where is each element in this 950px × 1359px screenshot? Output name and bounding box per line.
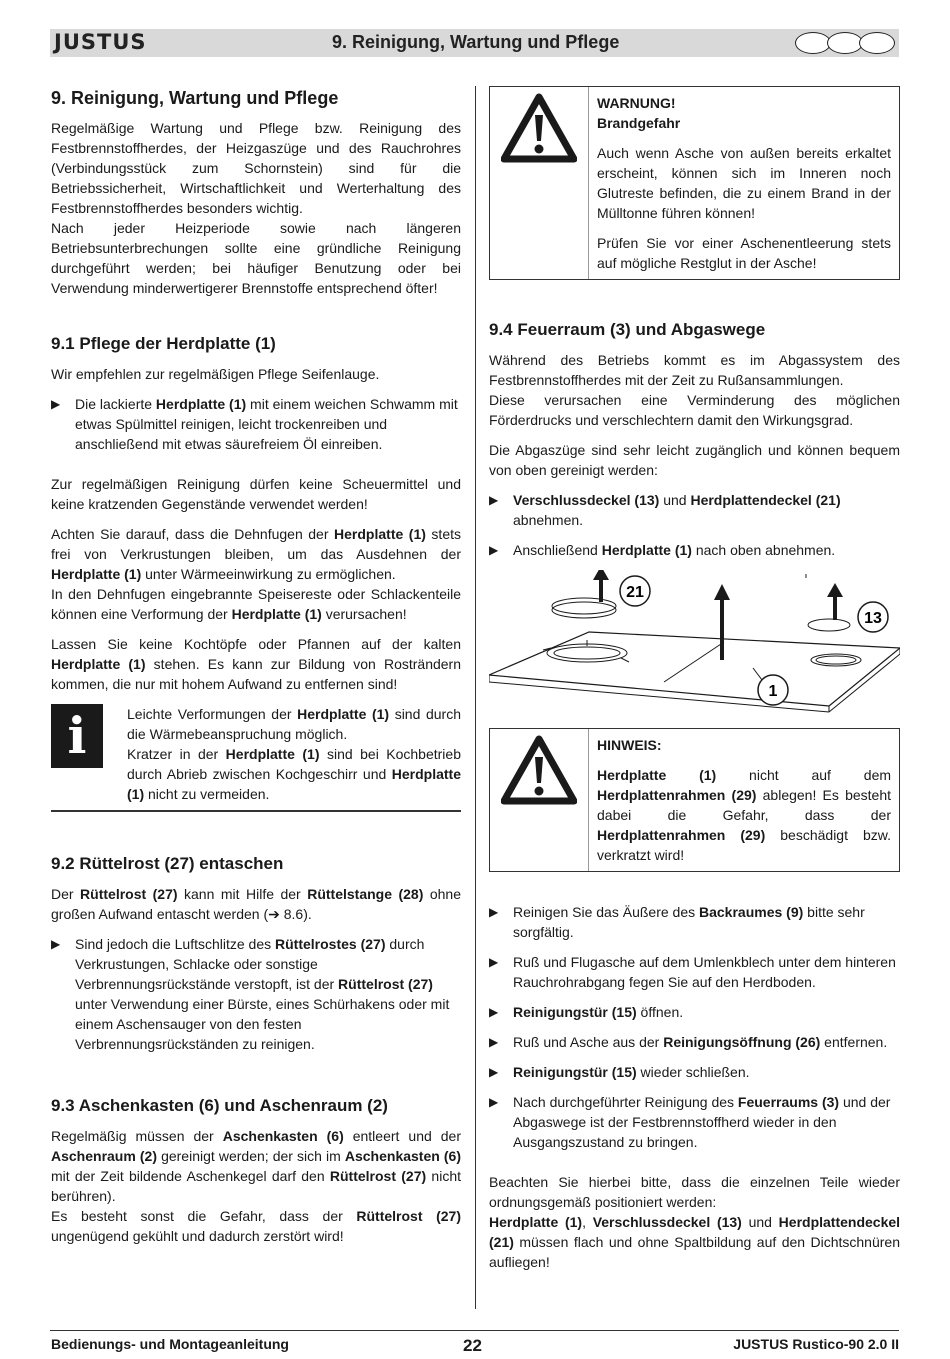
section-heading: 9.2 Rüttelrost (27) entaschen — [51, 854, 284, 873]
info-icon: i — [51, 704, 103, 768]
triangle-bullet-icon: ▶ — [489, 543, 499, 557]
oval-shape — [795, 32, 831, 54]
triangle-bullet-icon: ▶ — [489, 905, 499, 919]
paragraph: Während des Betriebs kommt es im Abgassystem des Festbrennstoffherdes mit der Zeit zu Rußansammlungen. — [489, 352, 900, 388]
triangle-bullet-icon: ▶ — [489, 1095, 499, 1109]
list-item: ▶ Anschließend Herdplatte (1) nach oben abnehmen. — [489, 542, 836, 558]
paragraph: Regelmäßige Wartung und Pflege bzw. Reinigung des Festbrennstoffherdes, der Heizgaszüge und des Rauchrohres (Verbindungsstück zum Schornstein) sind für die Betriebssicherheit, Wirtschaftlichkeit und Werterhaltung des Festbrennstoffherdes besonders wichtig. — [51, 120, 461, 216]
paragraph: Beachten Sie hierbei bitte, dass die einzelnen Teile wieder ordnungsgemäß positioniert werden: — [489, 1174, 900, 1210]
cooktop-figure — [489, 570, 900, 720]
warning-box — [489, 86, 900, 280]
column-divider — [475, 86, 476, 1309]
paragraph: In den Dehnfugen eingebrannte Speisereste oder Schlackenteile können eine Verformung der Herdplatte (1) verursachen! — [51, 586, 461, 622]
section-heading: 9.1 Pflege der Herdplatte (1) — [51, 334, 276, 353]
warning-triangle-icon — [501, 735, 577, 805]
paragraph: Diese verursachen eine Verminderung des möglichen Förderdrucks und verschlechtern damit den Wirkungsgrad. — [489, 392, 900, 428]
figure-label-21: 21 — [626, 584, 644, 601]
section-heading: 9. Reinigung, Wartung und Pflege — [51, 88, 339, 108]
paragraph: Achten Sie darauf, dass die Dehnfugen der Herdplatte (1) stets frei von Verkrustungen bleiben, um das Ausdehnen der Herdplatte (1) unter Wärmeeinwirkung zu ermöglichen. — [51, 526, 461, 582]
header-ovals — [799, 32, 895, 54]
triangle-bullet-icon: ▶ — [51, 937, 61, 951]
notice-title: HINWEIS: — [597, 737, 662, 753]
notice-box — [489, 728, 900, 872]
triangle-bullet-icon: ▶ — [489, 1065, 499, 1079]
list-item: ▶ Reinigungstür (15) wieder schließen. — [489, 1064, 750, 1080]
right-column — [489, 86, 900, 1282]
paragraph: Nach jeder Heizperiode sowie nach längeren Betriebsunterbrechungen sollte eine gründliche Reinigung durchgeführt werden; bei häufiger Benutzung oder bei Verwendung minderwertigerer Brennstoffe entsprechend öfter! — [51, 220, 461, 296]
paragraph: Es besteht sonst die Gefahr, dass der Rüttelrost (27) ungenügend gekühlt und dadurch zerstört wird! — [51, 1208, 461, 1244]
paragraph: Der Rüttelrost (27) kann mit Hilfe der Rüttelstange (28) ohne großen Aufwand entascht werden (➔ 8.6). — [51, 886, 461, 922]
footer-manual-title: Bedienungs- und Montageanleitung — [51, 1336, 289, 1352]
section-heading: 9.3 Aschenkasten (6) und Aschenraum (2) — [51, 1096, 388, 1115]
triangle-bullet-icon: ▶ — [489, 1005, 499, 1019]
figure-label-13: 13 — [864, 610, 882, 627]
footer-divider — [50, 1330, 899, 1331]
info-box: i Leichte Verformungen der Herdplatte (1) sind durch die Wärmebeanspruchung möglich. Kratzer in der Herdplatte (1) sind bei Kochbetrieb durch Abrieb zwischen Kochgeschirr und Herdplatte (1) nicht zu vermeiden. — [51, 704, 461, 812]
list-item: ▶ Reinigungstür (15) öffnen. — [489, 1004, 684, 1020]
paragraph: Auch wenn Asche von außen bereits erkaltet erscheint, können sich im Inneren noch Glutreste befinden, die zu einem Brand in der Mülltonne führen können! — [597, 145, 891, 221]
list-item: ▶ Nach durchgeführter Reinigung des Feuerraums (3) und der Abgaswege ist der Festbrennstoffherd wieder in den Ausgangszustand zu bringen. — [489, 1094, 891, 1150]
footer-model: JUSTUS Rustico-90 2.0 II — [733, 1336, 899, 1352]
list-item: ▶ Ruß und Flugasche auf dem Umlenkblech unter dem hinteren Rauchrohrabgang fegen Sie auf den Herdboden. — [489, 954, 896, 990]
triangle-bullet-icon: ▶ — [51, 397, 61, 411]
list-item: ▶ Die lackierte Herdplatte (1) mit einem weichen Schwamm mit etwas Spülmittel reinigen, leicht trockenreiben und anschließend mit etwas säurefreiem Öl einreiben. — [51, 396, 458, 452]
paragraph: Die Abgaszüge sind sehr leicht zugänglich und können bequem von oben gereinigt werden: — [489, 442, 900, 478]
paragraph: Wir empfehlen zur regelmäßigen Pflege Seifenlauge. — [51, 366, 380, 382]
section-heading: 9.4 Feuerraum (3) und Abgaswege — [489, 320, 766, 339]
warning-triangle-icon — [501, 93, 577, 163]
paragraph: Prüfen Sie vor einer Aschenentleerung stets auf mögliche Restglut in der Asche! — [597, 235, 891, 271]
header-title: 9. Reinigung, Wartung und Pflege — [332, 32, 620, 52]
oval-shape — [827, 32, 863, 54]
warning-title: WARNUNG! — [597, 95, 676, 111]
triangle-bullet-icon: ▶ — [489, 1035, 499, 1049]
list-item: ▶ Reinigen Sie das Äußere des Backraumes (9) bitte sehr sorgfältig. — [489, 904, 865, 940]
list-item: ▶ Ruß und Asche aus der Reinigungsöffnung (26) entfernen. — [489, 1034, 888, 1050]
page-number: 22 — [463, 1336, 482, 1355]
paragraph: Regelmäßig müssen der Aschenkasten (6) entleert und der Aschenraum (2) gereinigt werden; der sich im Aschenkasten (6) mit der Zeit bildende Aschenkegel darf den Rüttelrost (27) nicht berühren). — [51, 1128, 462, 1204]
list-item: ▶ Sind jedoch die Luftschlitze des Rüttelrostes (27) durch Verkrustungen, Schlacke oder sonstige Verbrennungsrückstände verstopft, ist der Rüttelrost (27) unter Verwendung einer Bürste, eines Schürhakens oder mit einem Aschensauger von den festen Verbrennungsrückständen zu reinigen. — [51, 936, 450, 1052]
page-header — [50, 29, 899, 57]
list-item: ▶ Verschlussdeckel (13) und Herdplattendeckel (21) abnehmen. — [489, 492, 841, 528]
paragraph: Lassen Sie keine Kochtöpfe oder Pfannen auf der kalten Herdplatte (1) stehen. Es kann zur Bildung von Rosträndern kommen, die nur mit hohem Aufwand zu entfernen sind! — [51, 636, 462, 692]
brand-logo: JUSTUS — [54, 30, 147, 54]
triangle-bullet-icon: ▶ — [489, 955, 499, 969]
left-column — [51, 86, 461, 1256]
notice-text: Herdplatte (1) nicht auf dem Herdplattenrahmen (29) ablegen! Es besteht dabei die Gefahr, dass der Herdplattenrahmen (29) beschädigt bzw. verkratzt wird! — [597, 767, 892, 863]
oval-shape — [859, 32, 895, 54]
paragraph: Herdplatte (1), Verschlussdeckel (13) und Herdplattendeckel (21) müssen flach und ohne Spaltbildung auf den Dichtschnüren aufliegen! — [489, 1214, 901, 1270]
figure-label-1: 1 — [768, 683, 778, 700]
warning-subtitle: Brandgefahr — [597, 115, 681, 131]
paragraph: Zur regelmäßigen Reinigung dürfen keine Scheuermittel und keine kratzenden Gegenstände verwendet werden! — [51, 476, 461, 512]
triangle-bullet-icon: ▶ — [489, 493, 499, 507]
